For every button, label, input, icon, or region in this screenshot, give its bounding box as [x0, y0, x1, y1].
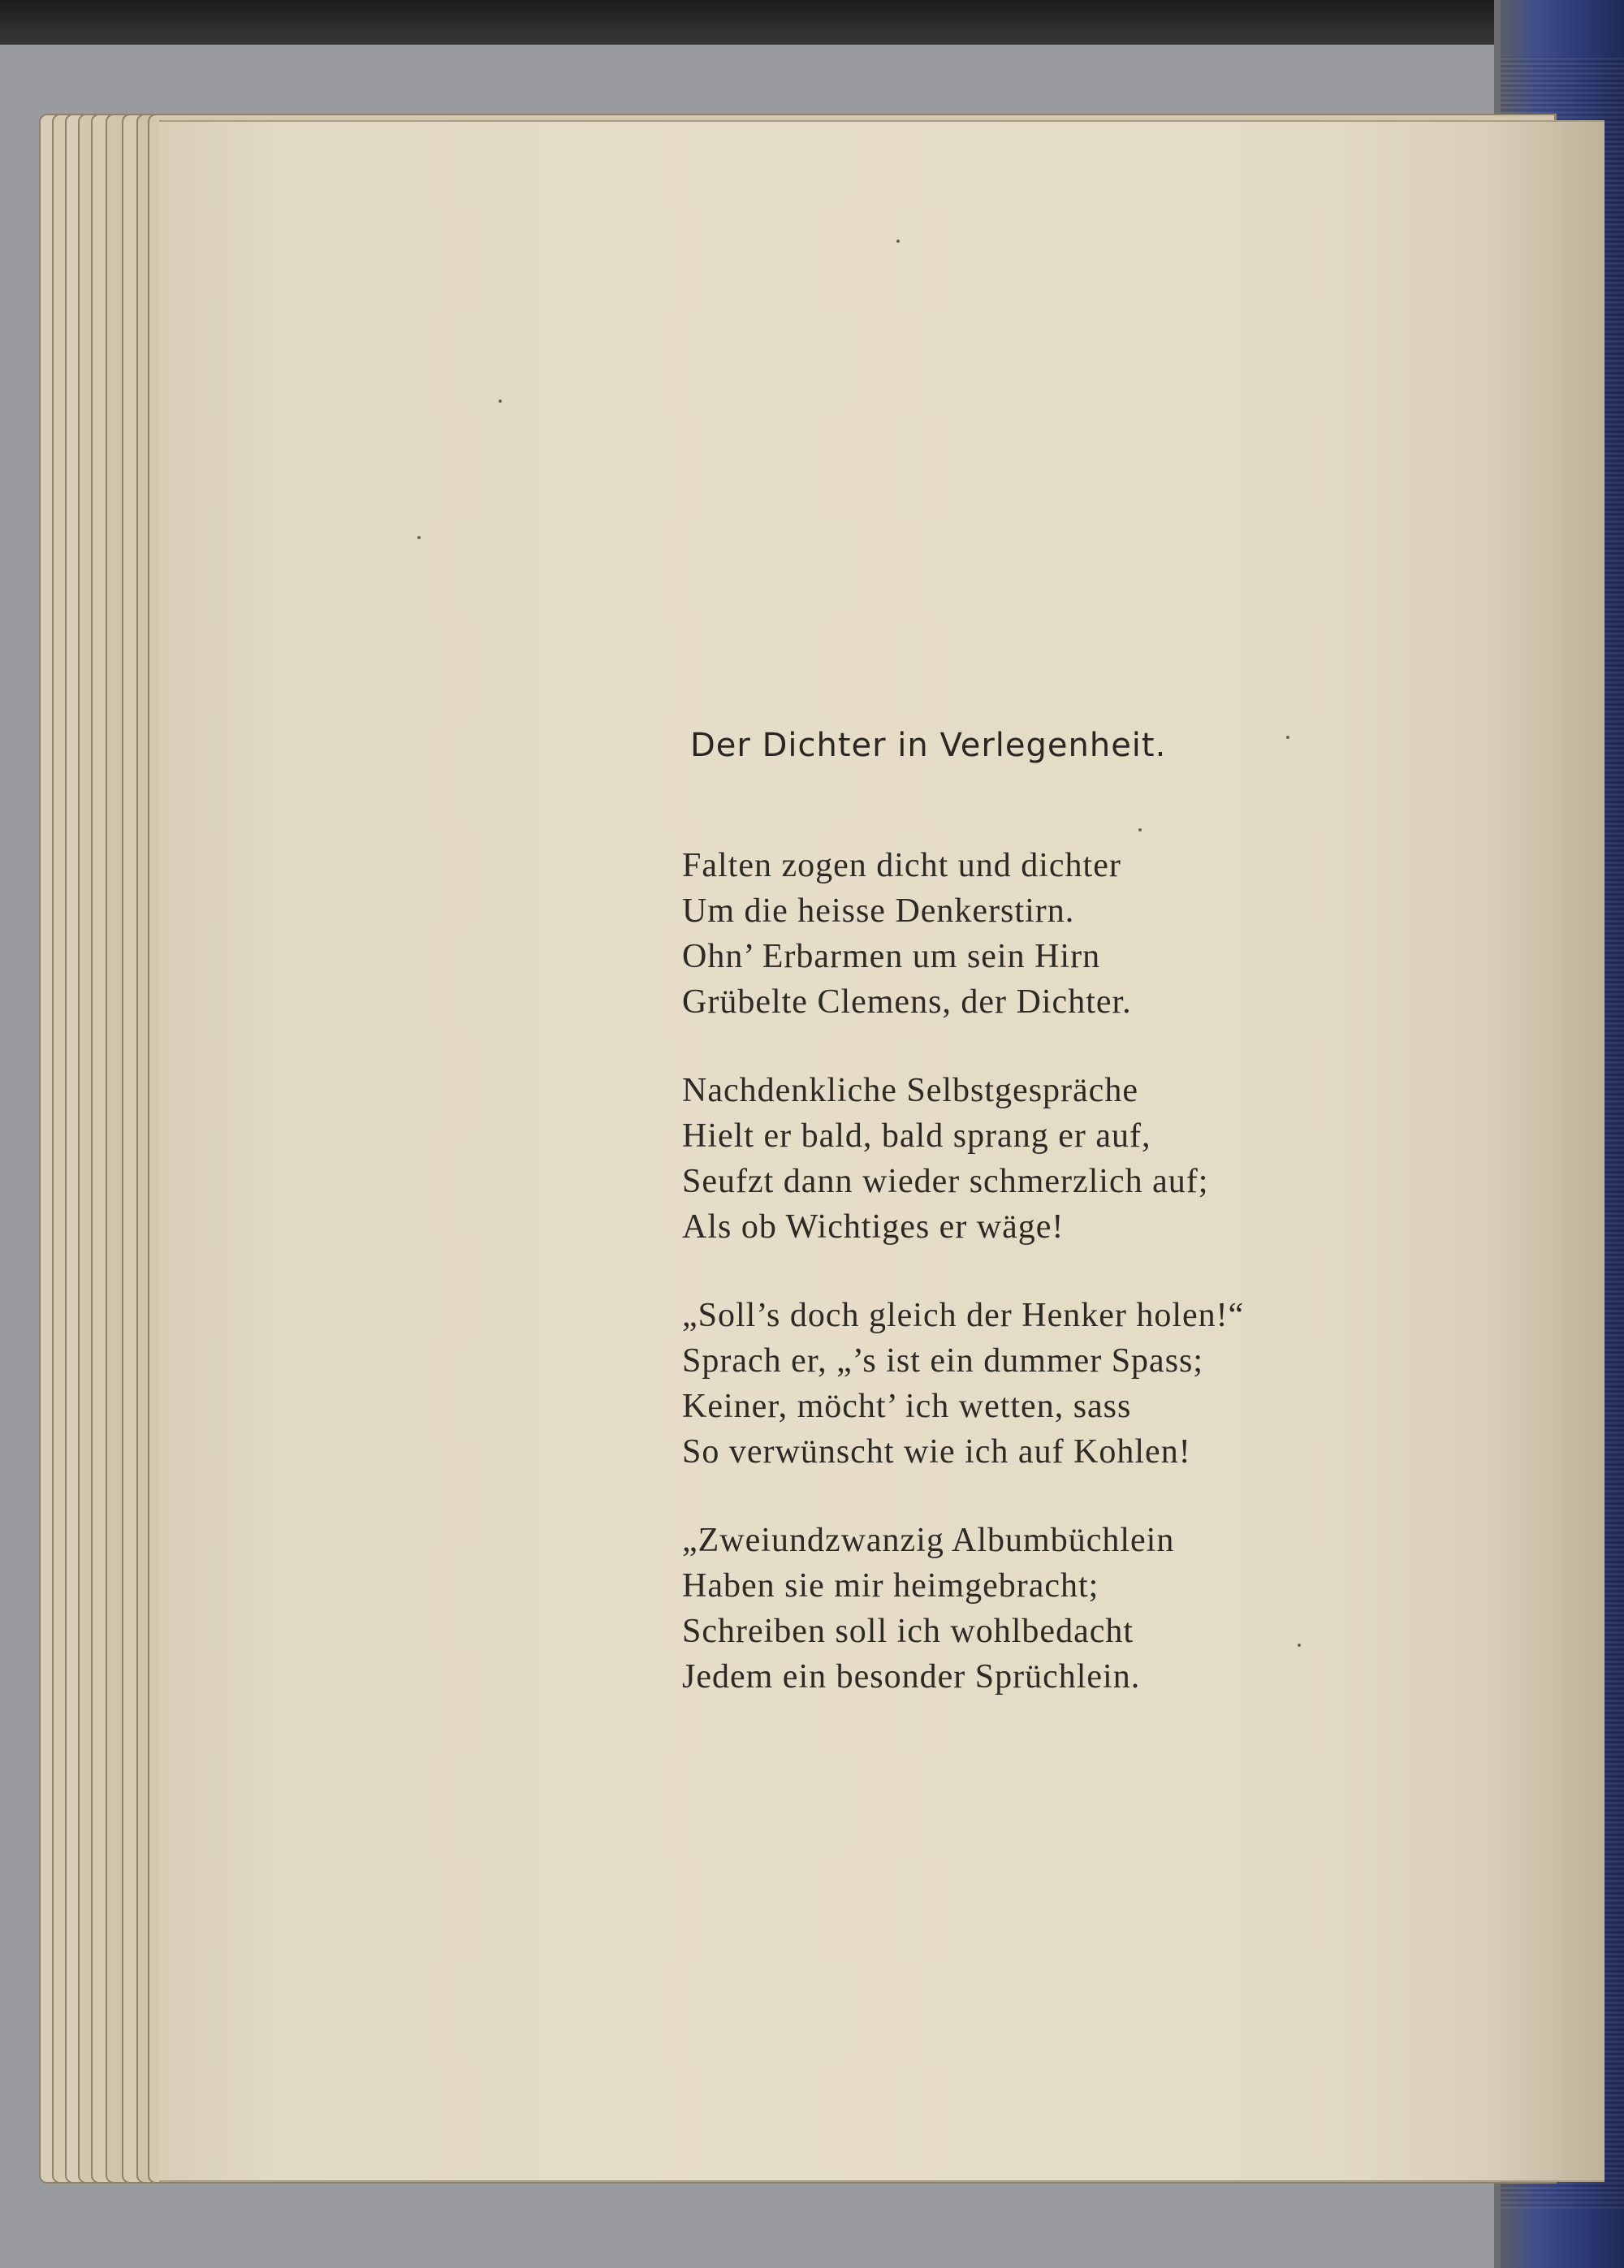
paper-speck	[1286, 736, 1289, 739]
scan-background-top	[0, 0, 1624, 49]
poem-line: Keiner, möcht’ ich wetten, sass	[682, 1388, 1132, 1425]
poem-line: Falten zogen dicht und dichter	[682, 847, 1121, 884]
paper-speck	[896, 240, 900, 243]
poem-body	[682, 843, 1244, 1743]
poem-line: Hielt er bald, bald sprang er auf,	[682, 1117, 1151, 1155]
poem-line: Grübelte Clemens, der Dichter.	[682, 983, 1132, 1021]
poem-line: Ohn’ Erbarmen um sein Hirn	[682, 938, 1101, 975]
stanza	[682, 843, 1244, 1025]
poem-line: So verwünscht wie ich auf Kohlen!	[682, 1433, 1191, 1471]
stanza	[682, 1068, 1244, 1250]
poem-line: Um die heisse Denkerstirn.	[682, 892, 1075, 930]
poem-line: Haben sie mir heimgebracht;	[682, 1567, 1099, 1605]
stanza	[682, 1293, 1244, 1475]
poem-line: „Soll’s doch gleich der Henker holen!“	[682, 1297, 1245, 1334]
poem-line: Nachdenkliche Selbstgespräche	[682, 1072, 1138, 1109]
poem-line: „Zweiundzwanzig Albumbüchlein	[682, 1522, 1175, 1559]
paper-speck	[499, 400, 502, 403]
paper-speck	[1138, 828, 1142, 832]
poem-line: Jedem ein besonder Sprüchlein.	[682, 1658, 1141, 1696]
poem-line: Sprach er, „’s ist ein dummer Spass;	[682, 1342, 1204, 1380]
paper-speck	[1298, 1644, 1301, 1647]
poem-line: Als ob Wichtiges er wäge!	[682, 1208, 1065, 1246]
stanza	[682, 1518, 1244, 1700]
poem-line: Schreiben soll ich wohlbedacht	[682, 1613, 1134, 1650]
paper-speck	[417, 536, 421, 539]
poem-title: Der Dichter in Verlegenheit.	[690, 727, 1167, 764]
poem-line: Seufzt dann wieder schmerzlich auf;	[682, 1163, 1209, 1200]
